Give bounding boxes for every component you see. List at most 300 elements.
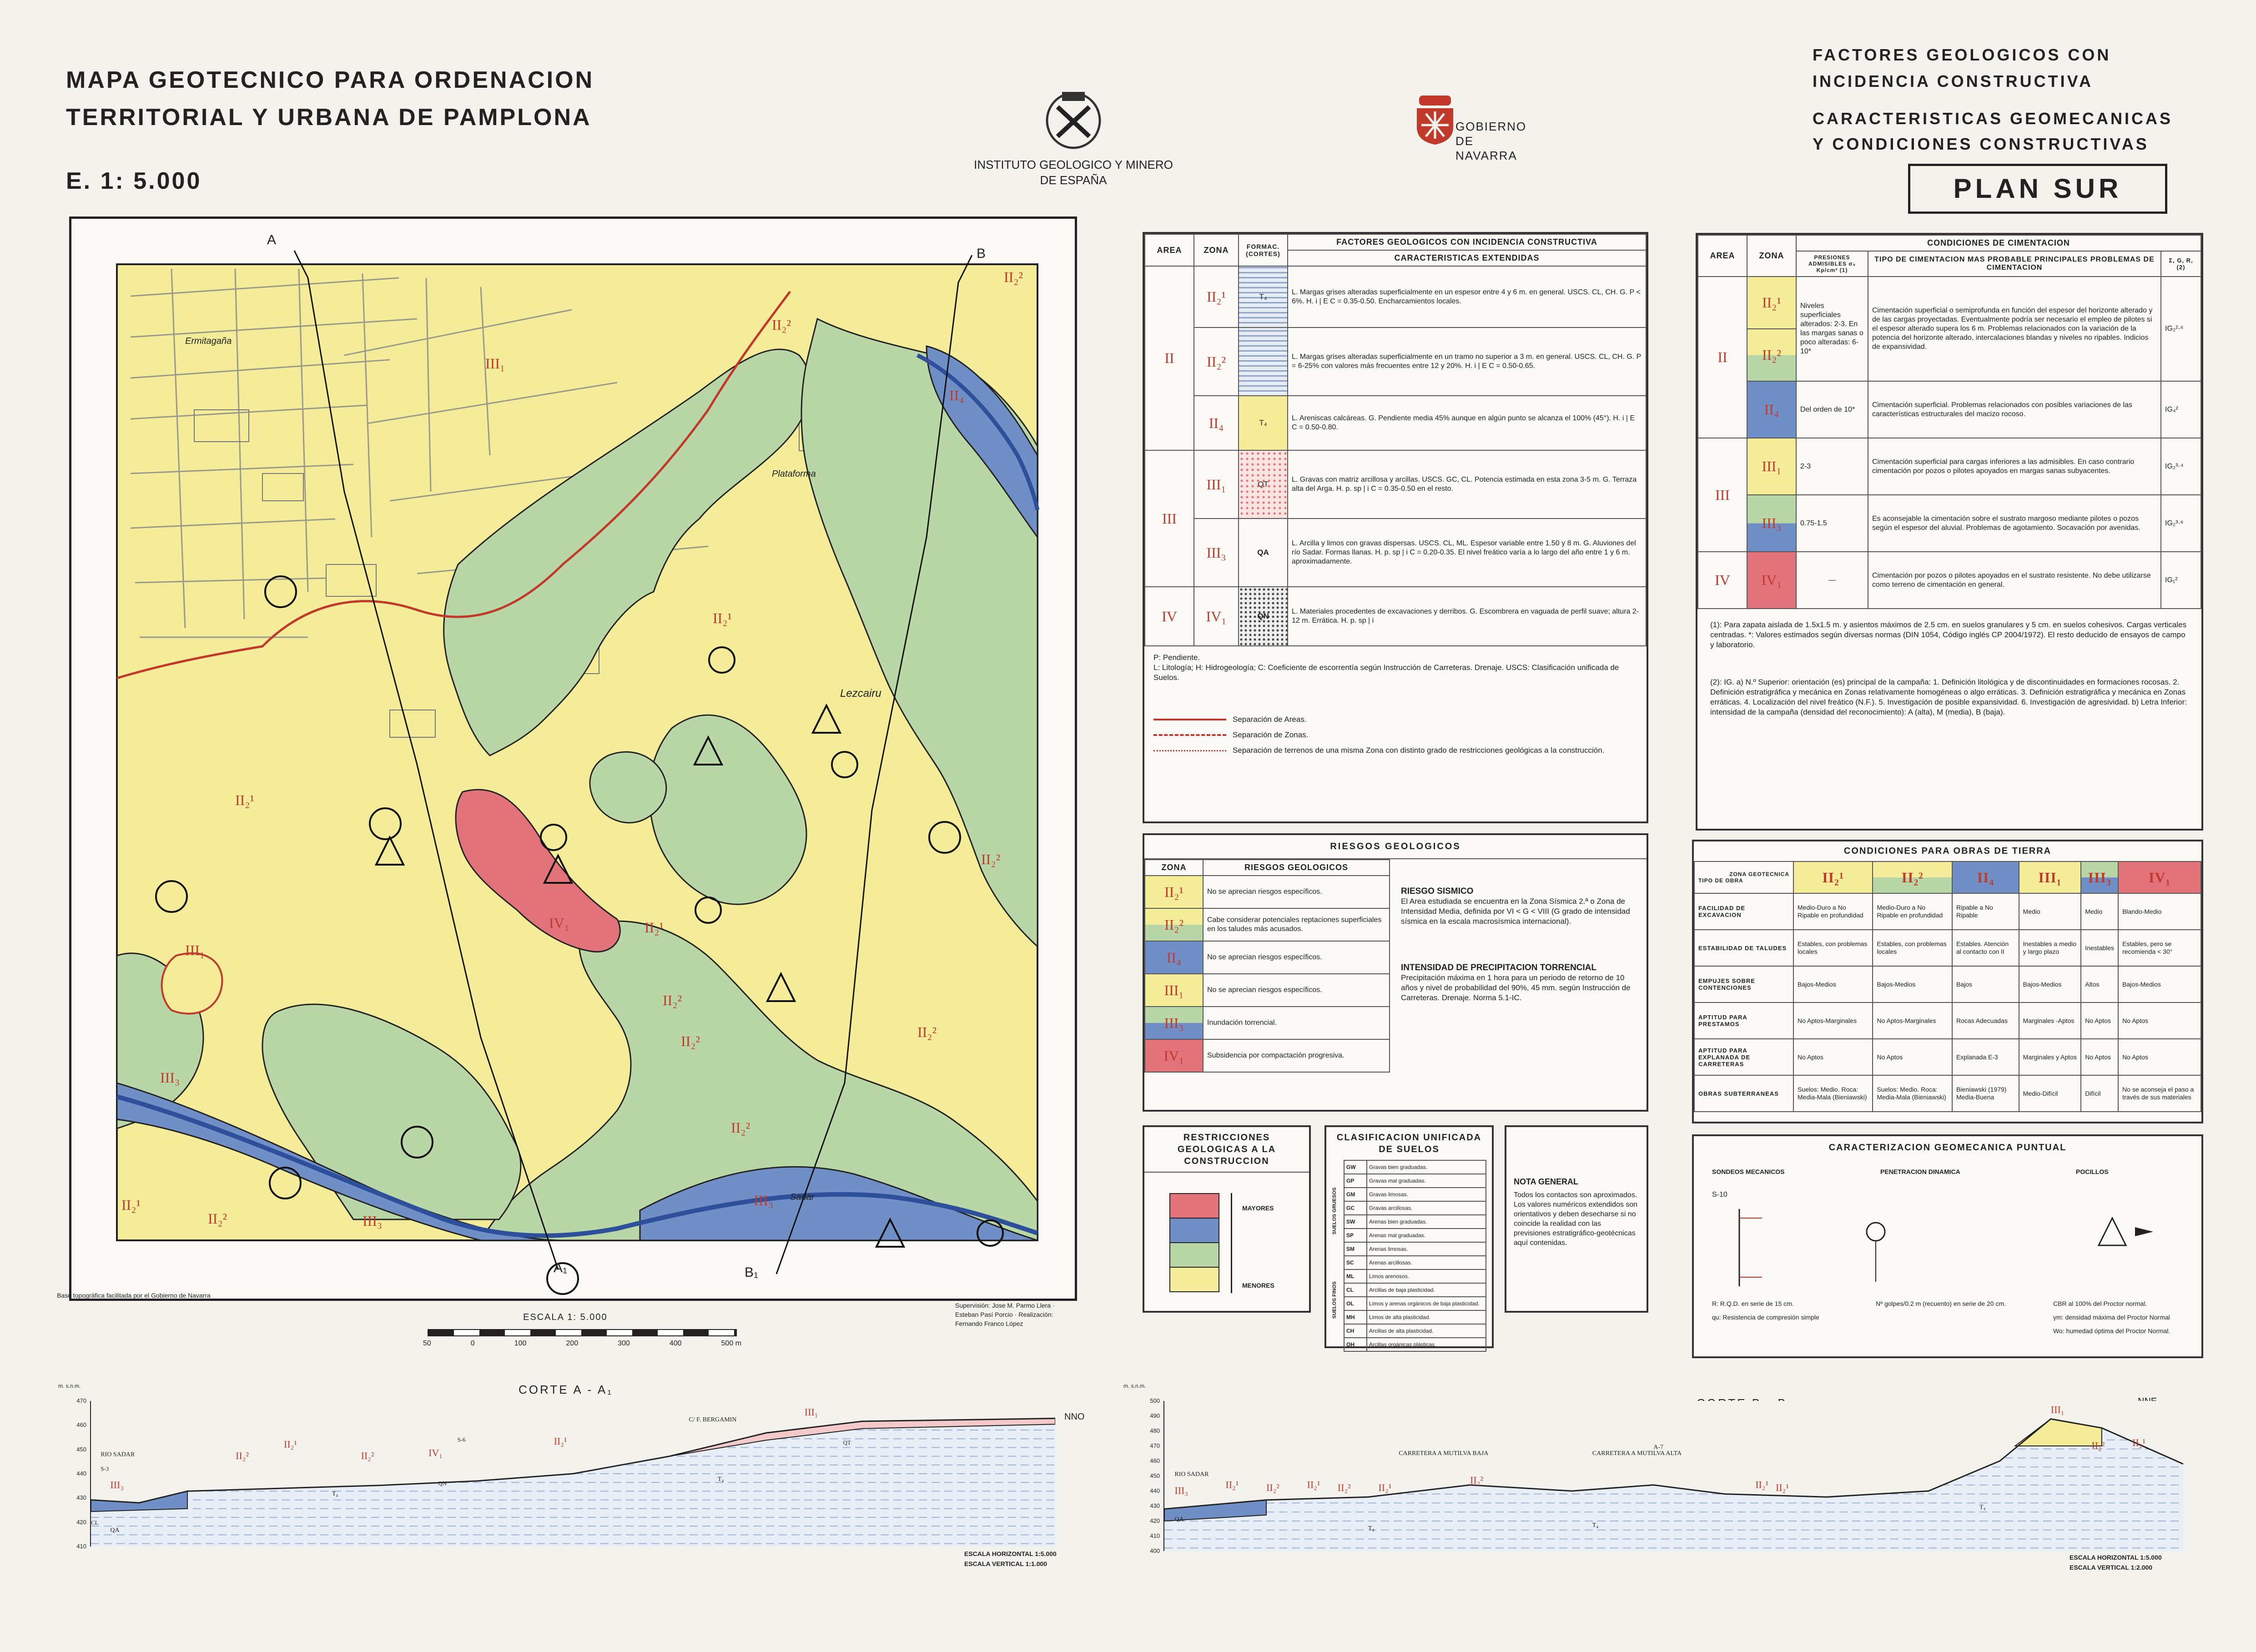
header-right-line4: Y CONDICIONES CONSTRUCTIVAS — [1813, 135, 2149, 153]
uscs-row — [1344, 1201, 1486, 1215]
place-name: Ermitagaña — [185, 336, 232, 346]
map-zone-label: II₂¹ — [235, 792, 255, 808]
map-zone-label: III₁ — [485, 355, 505, 372]
header-ig: Σ, G, R, (2) — [2161, 251, 2201, 277]
axis-tick: 480 — [1150, 1427, 1160, 1434]
formac-cell: QA — [1239, 519, 1288, 587]
tierra-cell: Estables, con problemas locales — [1793, 930, 1873, 966]
area-cell: II — [1698, 277, 1747, 438]
riesgo-text: Subsidencia por compactación progresiva. — [1203, 1039, 1390, 1072]
rqd-note: R: R.Q.D. en serie de 15 cm. — [1712, 1300, 1794, 1307]
corte-b-axis-unit: m. s.n.m. — [1123, 1383, 1146, 1389]
profile-label: C/ F. BERGAMIN — [689, 1416, 737, 1423]
uscs-desc: Gravas mal graduadas. — [1367, 1174, 1486, 1188]
map-zone-label: II₂¹ — [121, 1197, 141, 1213]
scale-tick: 400 — [669, 1340, 682, 1347]
profile-label: II₂² — [1266, 1482, 1279, 1493]
zona-cell: II₂¹ — [1194, 266, 1239, 327]
tierra-cell: Suelos: Medio. Roca: Media-Mala (Bieniawski) — [1793, 1075, 1873, 1112]
profile-label: S-3 — [101, 1465, 109, 1472]
tierra-zone: III₁ — [2019, 861, 2081, 893]
profile-label: CARRETERA A MUTILVA ALTA — [1592, 1450, 1682, 1457]
uscs-code: GM — [1344, 1188, 1367, 1201]
zona-cell: IV₁ — [1747, 552, 1796, 609]
uscs-desc: Limos y arenas orgánicos de baja plasticidad. — [1367, 1297, 1486, 1310]
tierra-row-label: APTITUD PARA PRESTAMOS — [1694, 1002, 1793, 1039]
corte-a — [55, 1383, 1101, 1574]
area-cell: II — [1145, 266, 1194, 450]
ig-cell: IG₁² — [2161, 552, 2201, 609]
uscs-row — [1344, 1174, 1486, 1188]
header-riesgos: RIESGOS GEOLOGICOS — [1203, 860, 1390, 876]
tierra-cell: No Aptos — [1793, 1039, 1873, 1075]
axis-tick: 490 — [1150, 1412, 1160, 1419]
restricciones-panel — [1143, 1125, 1311, 1313]
scale-tick: 50 — [423, 1340, 431, 1347]
cimentacion-notes — [1697, 609, 2201, 728]
tierra-cell: No Aptos — [2118, 1039, 2201, 1075]
uscs-row — [1344, 1310, 1486, 1324]
nota-panel — [1505, 1125, 1648, 1313]
tierra-cell: Blando-Medio — [2118, 893, 2201, 930]
zona-cell: II₂² — [1194, 327, 1239, 396]
axis-tick: 420 — [76, 1518, 86, 1526]
axis-tick: 450 — [76, 1446, 86, 1453]
tierra-title: CONDICIONES PARA OBRAS DE TIERRA — [1843, 846, 2052, 856]
corte-a-profile — [91, 1401, 1055, 1546]
tierra-cell: Medio — [2019, 893, 2081, 930]
riesgo-text: No se aprecian riesgos específicos. — [1203, 876, 1390, 908]
profile-label: CL — [91, 1519, 99, 1526]
sondeos-heading: SONDEOS MECANICOS — [1712, 1168, 1785, 1175]
profile-label: T₄ — [1979, 1504, 1986, 1511]
corte-a-title: CORTE A - A₁ — [519, 1383, 614, 1396]
factor-text: L. Arcilla y limos con gravas dispersas. USCS. CL, ML. Espesor variable entre 1.50 y 8 m. G. Aluviones del río Sadar. Formas llanas. H. p. sp | i C = 0.20-0.35. El nivel freático varía a lo largo del año entre 1 y 6 m. aproximadamente. — [1288, 519, 1646, 587]
tierra-cell: No se aconseja el paso a través de sus materiales — [2118, 1075, 2201, 1112]
formac-cell: QT — [1239, 450, 1288, 519]
restriction-swatch — [1169, 1243, 1219, 1268]
precip-title: INTENSIDAD DE PRECIPITACION TORRENCIAL — [1401, 963, 1596, 972]
corte-a-y-axis — [68, 1397, 86, 1550]
ig-cell: IG₄² — [2161, 381, 2201, 438]
zona-cell: III₃ — [1145, 1007, 1203, 1039]
legend-text: Separación de Zonas. — [1233, 730, 1309, 739]
borehole-code: S-10 — [1712, 1191, 1727, 1199]
cimentacion-title: CONDICIONES DE CIMENTACION — [1796, 235, 2201, 251]
header-tipo: TIPO DE CIMENTACION MAS PROBABLE PRINCIPALES PROBLEMAS DE CIMENTACION — [1868, 251, 2161, 277]
profile-label: QN — [438, 1480, 447, 1487]
tierra-cell: Inestables — [2081, 930, 2118, 966]
uscs-desc: Gravas bien graduadas. — [1367, 1160, 1486, 1174]
corte-b — [1123, 1383, 2211, 1574]
uscs-code: SC — [1344, 1256, 1367, 1269]
formac-cell: T₄ — [1239, 396, 1288, 450]
zone-line-swatch — [1153, 734, 1226, 736]
profile-label: A-7 — [1653, 1444, 1663, 1451]
uscs-code: GP — [1344, 1174, 1367, 1188]
legend-row — [1153, 715, 1637, 725]
cimentacion-note: (1): Para zapata aislada de 1.5x1.5 m. y asientos máximos de 2.5 cm. en suelos granulares y 5 cm. en suelos cohesivos. Cargas verticales centradas. *: Valores estimados según diversas normas (DIN 1054, Código inglés CP 2004/1972). El resto deducido de ensayos de campo y laboratorio. — [1710, 620, 2186, 649]
zona-cell: II₄ — [1194, 396, 1239, 450]
uscs-row — [1344, 1269, 1486, 1283]
map-zone-label: III₃ — [363, 1213, 383, 1229]
profile-label: II₂¹ — [1378, 1482, 1392, 1493]
axis-tick: 410 — [1150, 1532, 1160, 1539]
zona-cell: III₃ — [1747, 495, 1796, 552]
uscs-code: OL — [1344, 1297, 1367, 1310]
tierra-cell: Bajos-Medios — [1873, 966, 1952, 1002]
profile-label: RIO SADAR — [101, 1451, 135, 1458]
menores-label: MENORES — [1242, 1282, 1274, 1289]
section-label-a1: A₁ — [554, 1260, 568, 1275]
tierra-corner — [1694, 861, 1793, 893]
uscs-row — [1344, 1160, 1486, 1174]
axis-tick: 450 — [1150, 1472, 1160, 1479]
tierra-cell: Difícil — [2081, 1075, 2118, 1112]
profile-label: II₂¹ — [1755, 1479, 1769, 1491]
uscs-row — [1344, 1338, 1486, 1351]
tierra-cell: Estables, pero se recomienda < 30° — [2118, 930, 2201, 966]
header-area: AREA — [1698, 235, 1747, 277]
header-right-line2: INCIDENCIA CONSTRUCTIVA — [1813, 72, 2093, 91]
profile-label: T₄ — [1592, 1522, 1599, 1529]
legend-text: Separación de Areas. — [1233, 715, 1307, 724]
restriction-swatch — [1169, 1268, 1219, 1292]
zona-cell: II₄ — [1145, 941, 1203, 974]
profile-label: II₂² — [236, 1450, 249, 1461]
map-zone-label: III₃ — [754, 1192, 774, 1209]
uscs-code: MH — [1344, 1310, 1367, 1324]
ig-cell: IG₂³·⁶ — [2161, 495, 2201, 552]
map-frame — [69, 217, 1077, 1301]
tierra-cell: Estables, con problemas locales — [1873, 930, 1952, 966]
zona-cell: IV₁ — [1194, 587, 1239, 646]
uscs-row — [1344, 1297, 1486, 1310]
golpes-note: Nº golpes/0.2 m (recuento) en serie de 20 cm. — [1876, 1300, 2006, 1307]
corte-b-scale-v: ESCALA VERTICAL 1:2.000 — [2070, 1564, 2153, 1571]
map-zone-label: II₂² — [731, 1119, 750, 1136]
profile-label: T₄ — [332, 1491, 338, 1497]
presion-cell: Niveles superficiales alterados: 2-3. En las margas sanas o poco alteradas: 6-10* — [1796, 277, 1868, 381]
riesgo-text: No se aprecian riesgos específicos. — [1203, 941, 1390, 974]
tierra-cell: No Aptos-Marginales — [1873, 1002, 1952, 1039]
formac-cell: QN — [1239, 587, 1288, 646]
legend-row — [1153, 730, 1637, 740]
profile-label: T₄ — [1368, 1525, 1375, 1532]
tierra-table — [1694, 861, 2201, 1112]
puntual-panel — [1692, 1134, 2203, 1358]
legend-text: L: Litología; H: Hidrogeología; C: Coeficiente de escorrentía según Instrucción de Carreteras. Drenaje. USCS: Clasificación unificada de Suelos. — [1153, 663, 1619, 682]
sismico-text: El Area estudiada se encuentra en la Zona Sísmica 2.ª o Zona de Intensidad Media, definida por VI < G < VIII (G grado de intensidad sísmica en la escala macrosísmica internacional). — [1401, 897, 1630, 926]
tierra-cell: Marginales -Aptos — [2019, 1002, 2081, 1039]
tierra-row-label: FACILIDAD DE EXCAVACION — [1694, 893, 1793, 930]
uscs-desc: Arenas limosas. — [1367, 1242, 1486, 1256]
profile-label: II₂¹ — [1307, 1479, 1320, 1491]
plan-sur-badge: PLAN SUR — [1908, 164, 2167, 214]
restriction-color-scale — [1169, 1193, 1219, 1292]
tierra-cell: Bajos-Medios — [2019, 966, 2081, 1002]
puntual-title: CARACTERIZACION GEOMECANICA PUNTUAL — [1828, 1143, 2067, 1153]
header-zona: ZONA — [1194, 234, 1239, 266]
tierra-row — [1694, 1039, 2201, 1075]
factor-text: L. Materiales procedentes de excavaciones y derribos. G. Escombrera en vaguada de perfil suave; altura 2-12 m. Errática. H. p. sp | i — [1288, 587, 1646, 646]
map-zone-label: II₄ — [949, 387, 964, 403]
uscs-desc: Arcillas de baja plasticidad. — [1367, 1283, 1486, 1297]
scale-bar — [428, 1329, 737, 1336]
mayores-label: MAYORES — [1242, 1204, 1274, 1212]
profile-label: QA — [110, 1527, 120, 1534]
riesgos-notes — [1390, 859, 1647, 1073]
base-note: Base topográfica facilitada por el Gobierno de Navarra — [57, 1292, 211, 1299]
map-zone-label: II₂² — [981, 851, 1001, 867]
area-line-swatch — [1153, 719, 1226, 720]
legend-row — [1153, 745, 1637, 755]
uscs-desc: Arcillas de alta plasticidad. — [1367, 1324, 1486, 1338]
map-zone-label: II₂² — [917, 1024, 937, 1040]
scale-tick: 100 — [514, 1340, 527, 1347]
uscs-row — [1344, 1324, 1486, 1338]
uscs-desc: Arenas bien graduadas. — [1367, 1215, 1486, 1229]
uscs-row — [1344, 1256, 1486, 1269]
axis-tick: 460 — [1150, 1457, 1160, 1464]
map-zone-label: II₂² — [681, 1033, 700, 1049]
riesgos-title: RIESGOS GEOLOGICOS — [1144, 835, 1647, 859]
map-zone-label: III₃ — [160, 1069, 180, 1086]
tierra-zone: III₃ — [2081, 861, 2118, 893]
tierra-cell: Marginales y Aptos — [2019, 1039, 2081, 1075]
axis-tick: 410 — [76, 1543, 86, 1550]
tierra-cell: Inestables a medio y largo plazo — [2019, 930, 2081, 966]
profile-label: QA — [1174, 1516, 1184, 1523]
uscs-row — [1344, 1229, 1486, 1242]
tierra-cell: Rocas Adecuadas — [1952, 1002, 2019, 1039]
tierra-row — [1694, 1075, 2201, 1112]
restriction-line-swatch — [1153, 750, 1226, 751]
profile-label: II₂¹ — [1225, 1479, 1239, 1491]
scale-title: ESCALA 1: 5.000 — [523, 1312, 608, 1322]
uscs-panel — [1324, 1125, 1494, 1348]
uscs-group-label: SUELOS FINOS — [1332, 1281, 1337, 1319]
factor-text: L. Margas grises alteradas superficialmente en un tramo no superior a 3 m. en general. USCS. CL, CH. G. P = 6-25% con valores más frecuentes entre 12 y 20%. H. i | E C = 0.50-0.65. — [1288, 327, 1646, 396]
axis-tick: 400 — [1150, 1547, 1160, 1554]
map-zone-label: II₂² — [663, 992, 682, 1008]
scale-tick: 200 — [566, 1340, 579, 1347]
sismico-title: RIESGO SISMICO — [1401, 886, 1474, 896]
tierra-cell: Medio-Duro a No Ripable en profundidad — [1873, 893, 1952, 930]
profile-label: II₂² — [361, 1450, 374, 1461]
corte-a-right-dir: NNO — [1064, 1412, 1085, 1422]
riesgo-text: Inundación torrencial. — [1203, 1007, 1390, 1039]
nota-text: Todos los contactos son aproximados. Los valores numéricos extendidos son orientativos y deben desecharse si no coincide la realidad con las previsiones estratigráfico-geotécnicas aquí contenidas. — [1514, 1191, 1638, 1247]
zona-cell: IV₁ — [1145, 1039, 1203, 1072]
tierra-row — [1694, 1002, 2201, 1039]
uscs-title: CLASIFICACION UNIFICADA DE SUELOS — [1336, 1133, 1482, 1154]
profile-label: RIO SADAR — [1174, 1471, 1209, 1478]
tierra-cell: Medio — [2081, 893, 2118, 930]
map-zone-label: II₂² — [1004, 269, 1023, 285]
tierra-row — [1694, 930, 2201, 966]
tierra-cell: Bajos-Medios — [1793, 966, 1873, 1002]
tipo-cell: Es aconsejable la cimentación sobre el sustrato margoso mediante pilotes o pozos según el espesor del aluvial. Problemas de agotamiento. Socavación por avenidas. — [1868, 495, 2161, 552]
header-presiones: PRESIONES ADMISIBLES σ₀ Kp/cm² (1) — [1796, 251, 1868, 277]
zona-cell: II₄ — [1747, 381, 1796, 438]
riesgo-text: Cabe considerar potenciales reptaciones superficiales en los taludes más acusados. — [1203, 908, 1390, 941]
area-cell: IV — [1698, 552, 1747, 609]
factores-title: FACTORES GEOLOGICOS CON INCIDENCIA CONSTRUCTIVA — [1288, 234, 1646, 250]
nota-title: NOTA GENERAL — [1514, 1177, 1578, 1186]
pocillos-heading: POCILLOS — [2076, 1168, 2109, 1175]
corner-bottom: TIPO DE OBRA — [1698, 877, 1743, 884]
place-name: Sadar — [790, 1192, 815, 1202]
header-right-line1: FACTORES GEOLOGICOS CON — [1813, 45, 2111, 64]
tierra-zone: II₂¹ — [1793, 861, 1873, 893]
section-label-a: A — [267, 232, 277, 247]
tierra-cell: Medio-Difícil — [2019, 1075, 2081, 1112]
section-label-b1: B₁ — [745, 1265, 759, 1280]
map-title-line1: MAPA GEOTECNICO PARA ORDENACION — [66, 67, 594, 93]
uscs-code: SW — [1344, 1215, 1367, 1229]
tipo-cell: Cimentación superficial o semiprofunda en función del espesor del horizonte alterado y de las cargas proyectadas. Eventualmente podría ser necesario el empleo de pilotes si el espesor alterado supera los 6 m. Problemas relacionados con la variación de la potencia del horizonte alterado, intercalaciones blandas y niveles no ripables. Indicios de expansividad. — [1868, 277, 2161, 381]
presion-cell: 2-3 — [1796, 438, 1868, 495]
map-zone-label: II₂² — [772, 317, 791, 333]
header-area: AREA — [1145, 234, 1194, 266]
profile-label: III₃ — [110, 1479, 124, 1491]
uscs-code: SM — [1344, 1242, 1367, 1256]
zona-cell: II₂² — [1145, 908, 1203, 941]
profile-label: II₂² — [2091, 1440, 2105, 1451]
uscs-desc: Arcillas orgánicas plásticas. — [1367, 1338, 1486, 1351]
tierra-row-label: EMPUJES SOBRE CONTENCIONES — [1694, 966, 1793, 1002]
corte-a-scale-v: ESCALA VERTICAL 1:1.000 — [964, 1560, 1047, 1567]
uscs-code: ML — [1344, 1269, 1367, 1283]
riesgos-panel — [1143, 833, 1648, 1112]
zona-cell: II₂¹ — [1145, 876, 1203, 908]
tierra-cell: Suelos: Medio. Roca: Media-Mala (Bieniawski) — [1873, 1075, 1952, 1112]
header-zona: ZONA — [1747, 235, 1796, 277]
profile-label: III₁ — [804, 1406, 818, 1418]
map-title-line2: TERRITORIAL Y URBANA DE PAMPLONA — [66, 104, 592, 131]
cimentacion-note: (2): IG. a) N.º Superior: orientación (es) principal de la campaña: 1. Definición litológica y de discontinuidades en formaciones rocosas. 2. Definición estratigráfica y mecánica en Zonas relativamente homogéneas o algo erráticas. 3. Definición estratigráfica y mecánica en Zonas erráticas. 4. Localización del nivel freático (N.F.). 5. Investigación de posible expansividad. 6. Investigación de agresividad. b) Letra Inferior: intensidad de la campaña (densidad del reconocimiento): A (alta), M (media), B (baja). — [1710, 678, 2187, 716]
axis-tick: 440 — [1150, 1487, 1160, 1494]
uscs-desc: Arenas mal graduadas. — [1367, 1229, 1486, 1242]
profile-label: III₃ — [1174, 1485, 1188, 1496]
tierra-cell: Altos — [2081, 966, 2118, 1002]
tipo-cell: Cimentación superficial para cargas inferiores a las admisibles. En caso contrario cimentación por pozos o pilotes apoyados en margas sanas subyacentes. — [1868, 438, 2161, 495]
corte-b-y-axis — [1142, 1397, 1160, 1554]
axis-tick: 470 — [1150, 1442, 1160, 1449]
tipo-cell: Cimentación por pozos o pilotes apoyados en el sustrato resistente. No debe utilizarse como terreno de cimentación en general. — [1868, 552, 2161, 609]
area-cell: III — [1698, 438, 1747, 552]
factor-text: L. Margas grises alteradas superficialmente en un espesor entre 4 y 6 m. en general. USCS. CL, CH. G. P < 6%. H. i | E C = 0.35-0.50. Encharcamientos locales. — [1288, 266, 1646, 327]
tierra-cell: No Aptos — [2118, 1002, 2201, 1039]
axis-tick: 440 — [76, 1470, 86, 1477]
tierra-row-label: OBRAS SUBTERRANEAS — [1694, 1075, 1793, 1112]
profile-label: IV₁ — [428, 1447, 443, 1459]
uscs-code: CL — [1344, 1283, 1367, 1297]
factores-panel — [1143, 232, 1648, 823]
map-zone-label: II₂¹ — [713, 610, 732, 626]
header-caracteristicas: CARACTERISTICAS EXTENDIDAS — [1288, 250, 1646, 266]
wo-note: Wo: humedad óptima del Proctor Normal. — [2053, 1327, 2170, 1335]
corte-a-axis-unit: m. s.n.m. — [58, 1383, 81, 1389]
tierra-zone: IV₁ — [2118, 861, 2201, 893]
tierra-cell: Explanada E-3 — [1952, 1039, 2019, 1075]
factor-text: L. Gravas con matriz arcillosa y arcillas. USCS. GC, CL. Potencia estimada en esta zona 3-5 m. G. Terraza alta del Arga. H. p. sp | i C = 0.35-0.50 en el resto. — [1288, 450, 1646, 519]
axis-tick: 470 — [76, 1397, 86, 1404]
header-right-line3: CARACTERISTICAS GEOMECANICAS — [1813, 109, 2173, 128]
tierra-row — [1694, 893, 2201, 930]
uscs-row — [1344, 1283, 1486, 1297]
navarra-shield-icon — [1415, 96, 1455, 146]
profile-label: II₂¹ — [284, 1438, 297, 1450]
corte-b-scale-h: ESCALA HORIZONTAL 1:5.000 — [2070, 1554, 2162, 1561]
uscs-row — [1344, 1215, 1486, 1229]
zona-cell: II₂² — [1747, 329, 1796, 381]
uscs-code: GW — [1344, 1160, 1367, 1174]
tierra-cell: Ripable a No Ripable — [1952, 893, 2019, 930]
uscs-code: SP — [1344, 1229, 1367, 1242]
ig-cell: IG₂²·⁶ — [2161, 277, 2201, 381]
credits: Supervisión: Jose M. Parmo Llera · Esteban Pasí Porcio · Realización: Fernando Franco López — [955, 1302, 1055, 1327]
axis-tick: 420 — [1150, 1517, 1160, 1524]
factores-legend — [1144, 646, 1647, 762]
profile-label: II₂² — [1337, 1482, 1351, 1493]
restriction-arrow-icon — [1231, 1193, 1232, 1293]
presion-cell: 0.75-1.5 — [1796, 495, 1868, 552]
uscs-desc: Arenas arcillosas. — [1367, 1256, 1486, 1269]
profile-label: II₂¹ — [1776, 1482, 1789, 1493]
map-zone-label: III₁ — [185, 942, 205, 958]
institute-name: INSTITUTO GEOLOGICO Y MINERO DE ESPAÑA — [974, 158, 1173, 187]
section-label-b: B — [977, 246, 986, 261]
axis-tick: 430 — [76, 1494, 86, 1501]
tierra-zone: II₂² — [1873, 861, 1952, 893]
uscs-code: GC — [1344, 1201, 1367, 1215]
profile-label: II₂¹ — [554, 1435, 567, 1447]
profile-label: T₄ — [718, 1476, 724, 1483]
ym-note: γm: densidad máxima del Proctor Normal — [2053, 1314, 2170, 1321]
map-scale: E. 1: 5.000 — [66, 168, 202, 194]
restriction-swatch — [1169, 1219, 1219, 1243]
header-formac: FORMAC. (CORTES) — [1239, 234, 1288, 266]
corte-b-profile — [1164, 1401, 2183, 1551]
uscs-desc: Gravas arcillosas. — [1367, 1201, 1486, 1215]
penetracion-heading: PENETRACION DINAMICA — [1880, 1168, 1960, 1175]
profile-label: II₂¹ — [2132, 1437, 2145, 1448]
tierra-row — [1694, 966, 2201, 1002]
map-zone-label: IV₁ — [549, 915, 569, 931]
map-zone-label: II₂¹ — [645, 919, 664, 936]
government-name: GOBIERNO DE NAVARRA — [1455, 120, 1527, 162]
ig-cell: IG₂³·⁴ — [2161, 438, 2201, 495]
presion-cell: Del orden de 10* — [1796, 381, 1868, 438]
scale-tick: 300 — [618, 1340, 630, 1347]
place-name: Lezcairu — [840, 687, 881, 700]
uscs-desc: Limos de alta plasticidad. — [1367, 1310, 1486, 1324]
profile-label: S-6 — [457, 1436, 466, 1443]
scale-ticks — [423, 1340, 741, 1348]
place-name: Plataforma — [772, 469, 816, 479]
map-zone-label: II₂² — [208, 1210, 227, 1227]
uscs-desc: Limos arenosos. — [1367, 1269, 1486, 1283]
tierra-cell: Bieniawski (1979) Media-Buena — [1952, 1075, 2019, 1112]
scale-tick: 500 m — [721, 1340, 741, 1347]
axis-tick: 460 — [76, 1421, 86, 1429]
cbr-note: CBR al 100% del Proctor normal. — [2053, 1300, 2147, 1307]
axis-tick: 430 — [1150, 1502, 1160, 1509]
area-cell: IV — [1145, 587, 1194, 646]
tierra-row-label: ESTABILIDAD DE TALUDES — [1694, 930, 1793, 966]
